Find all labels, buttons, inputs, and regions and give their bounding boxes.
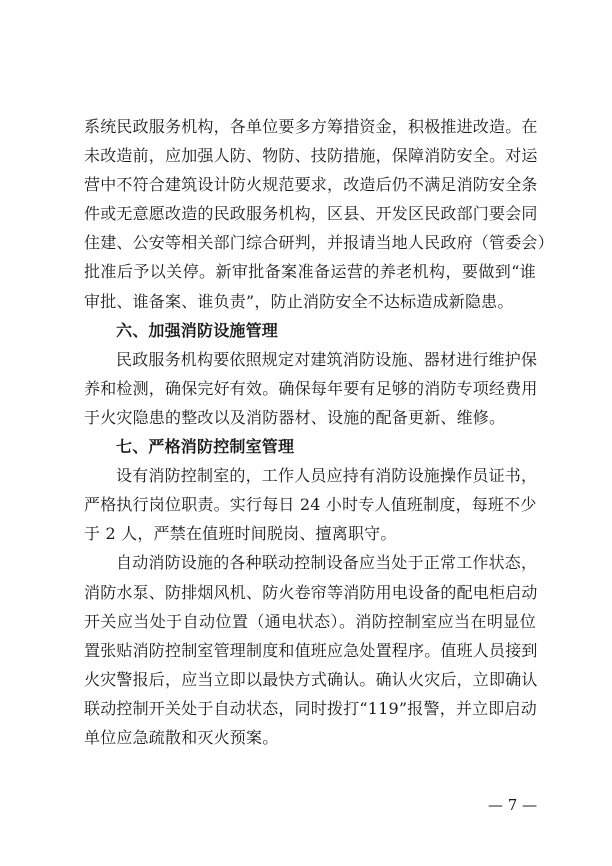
text-line: 设有消防控制室的，工作人员应持有消防设施操作员证书，	[116, 466, 538, 486]
text-line: 开关应当处于自动位置（通电状态）。消防控制室应当在明显位	[84, 611, 536, 631]
section-heading-6: 六、加强消防设施管理	[116, 320, 279, 340]
text-line: 置张贴消防控制室管理制度和值班应急处置程序。值班人员接到	[84, 640, 538, 660]
text-line: 件或无意愿改造的民政服务机构，区县、开发区民政部门要会同	[84, 204, 538, 224]
text-line: 营中不符合建筑设计防火规范要求，改造后仍不满足消防安全条	[84, 175, 538, 195]
text-line: 审批、谁备案、谁负责”，防止消防安全不达标造成新隐患。	[84, 291, 514, 311]
text-line: 联动控制开关处于自动状态，同时拨打“119”报警，并立即启动	[84, 698, 537, 718]
text-line: 未改造前，应加强人防、物防、技防措施，保障消防安全。对运	[84, 146, 538, 166]
document-body	[84, 112, 554, 752]
text-line: 自动消防设施的各种联动控制设备应当处于正常工作状态，	[116, 553, 538, 573]
text-line: 单位应急疏散和灭火预案。	[84, 727, 279, 747]
text-line: 消防水泵、防排烟风机、防火卷帘等消防用电设备的配电柜启动	[84, 582, 538, 602]
text-line: 系统民政服务机构，各单位要多方筹措资金，积极推进改造。在	[84, 117, 538, 136]
text-line: 住建、公安等相关部门综合研判，并报请当地人民政府（管委会）	[84, 233, 554, 253]
text-line: 养和检测，确保完好有效。确保每年要有足够的消防专项经费用	[84, 378, 538, 398]
paragraph-control-room-staff	[84, 461, 536, 548]
text-line: 于火灾隐患的整改以及消防器材、设施的配备更新、维修。	[84, 407, 506, 427]
paragraph-renovation	[84, 112, 554, 316]
page-number: — 7 —	[488, 796, 538, 814]
text-line: 于 2 人，严禁在值班时间脱岗、擅离职守。	[84, 524, 397, 544]
paragraph-facility-management	[84, 345, 536, 432]
text-line: 严格执行岗位职责。实行每日 24 小时专人值班制度，每班不少	[84, 495, 537, 515]
paragraph-automatic-facilities	[84, 548, 536, 752]
section-heading-7: 七、严格消防控制室管理	[116, 437, 295, 457]
text-line: 火灾警报后，应当立即以最快方式确认。确认火灾后，立即确认	[84, 669, 538, 689]
text-line: 民政服务机构要依照规定对建筑消防设施、器材进行维护保	[116, 349, 538, 369]
text-line: 批准后予以关停。新审批备案准备运营的养老机构，要做到“谁	[84, 262, 536, 282]
